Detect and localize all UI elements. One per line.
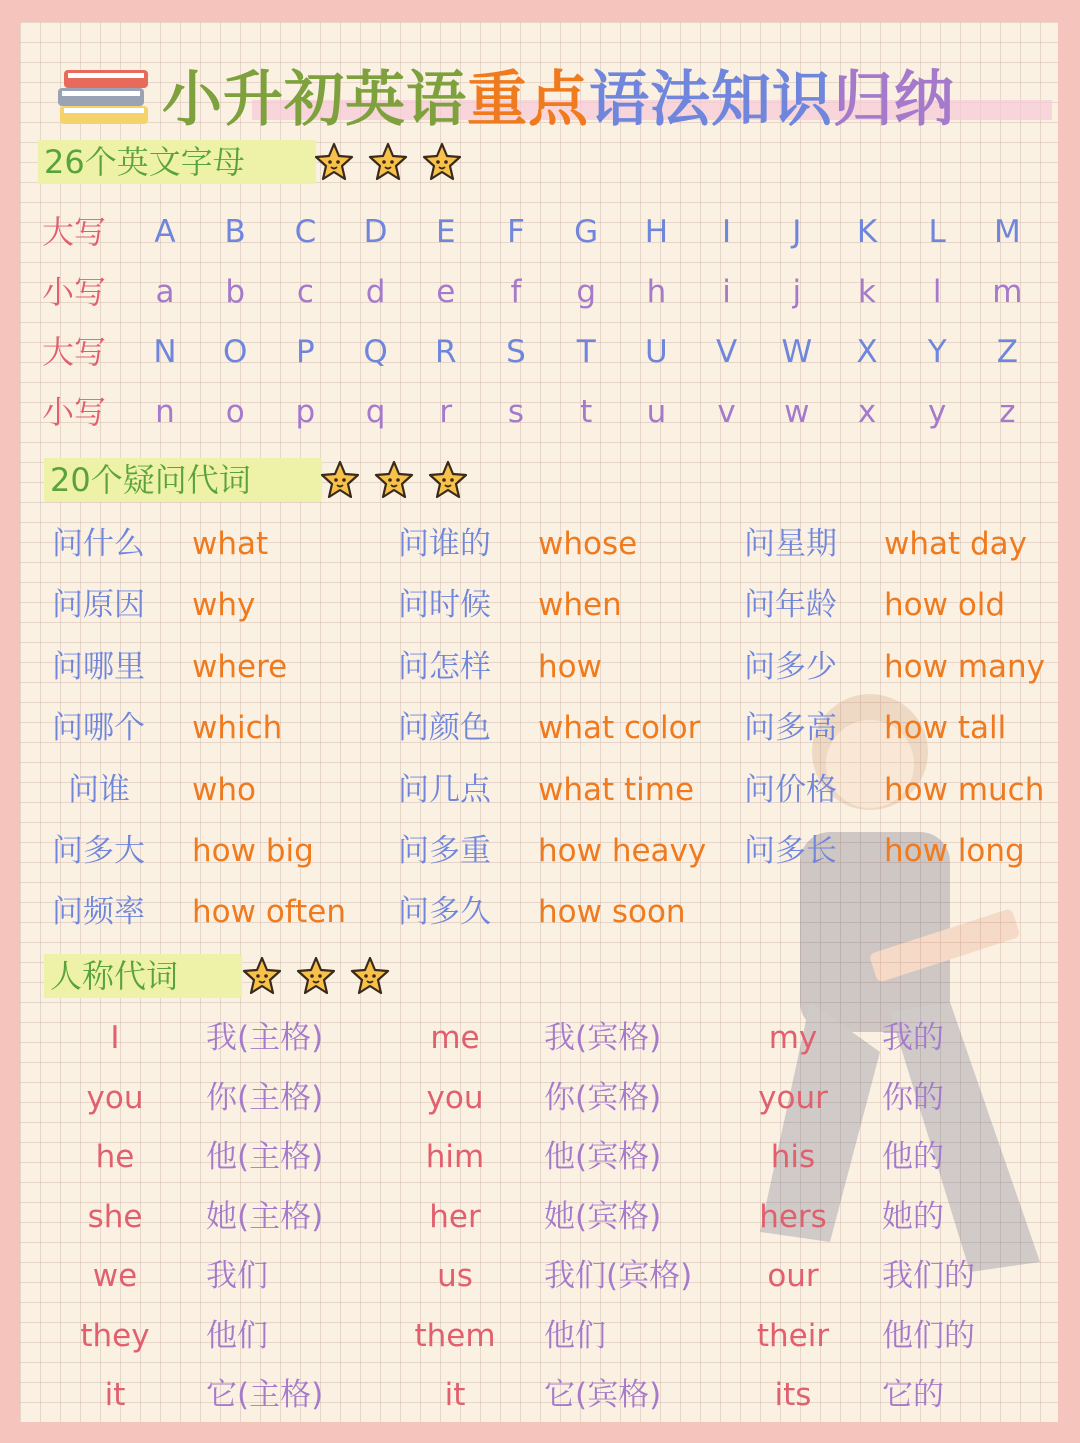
title-part-3: 语法知识 bbox=[589, 65, 833, 135]
question-cn: 问多长 bbox=[744, 833, 837, 869]
letter-cell: n bbox=[155, 394, 175, 430]
pronoun-en: it bbox=[444, 1377, 466, 1413]
pronoun-en: them bbox=[414, 1317, 496, 1354]
pronoun-en: us bbox=[437, 1258, 473, 1294]
letter-cell: v bbox=[717, 394, 736, 430]
pronoun-cn: 他们 bbox=[544, 1317, 606, 1354]
letter-cell: e bbox=[436, 274, 456, 310]
star-icon bbox=[294, 954, 338, 998]
pronoun-cn: 我们 bbox=[206, 1258, 268, 1294]
letter-cell: N bbox=[153, 334, 177, 370]
question-word: who bbox=[192, 771, 256, 808]
question-word: why bbox=[192, 587, 256, 624]
question-cn: 问年龄 bbox=[744, 587, 837, 624]
title-part-4: 归纳 bbox=[833, 65, 955, 135]
pronoun-cn: 他(主格) bbox=[206, 1139, 324, 1175]
question-word: how long bbox=[884, 833, 1025, 869]
questions-heading: 20个疑问代词 bbox=[44, 458, 322, 502]
star-icon bbox=[426, 458, 470, 502]
pronoun-en: she bbox=[87, 1198, 143, 1235]
books-icon bbox=[56, 68, 152, 130]
pronoun-cn: 它(主格) bbox=[206, 1377, 324, 1413]
question-cn: 问哪个 bbox=[52, 710, 145, 747]
question-cn: 问多高 bbox=[744, 710, 837, 747]
question-word: how many bbox=[884, 648, 1046, 685]
question-cn: 问频率 bbox=[52, 894, 145, 931]
pronoun-cn: 他(宾格) bbox=[544, 1139, 662, 1175]
letters-stars bbox=[312, 140, 474, 184]
pronoun-en: we bbox=[92, 1258, 138, 1294]
letter-cell: B bbox=[224, 214, 246, 250]
alphabet-row-label: 小写 bbox=[42, 273, 107, 311]
star-icon bbox=[312, 140, 356, 184]
pronoun-en: I bbox=[110, 1020, 120, 1056]
poster-sheet bbox=[20, 22, 1058, 1422]
pronoun-en: he bbox=[95, 1139, 135, 1175]
letter-cell: m bbox=[992, 274, 1023, 310]
letter-cell: K bbox=[856, 214, 878, 250]
star-icon bbox=[240, 954, 284, 998]
question-cn: 问价格 bbox=[744, 771, 837, 808]
pronoun-en: her bbox=[429, 1198, 481, 1235]
pronouns-heading: 人称代词 bbox=[44, 954, 242, 998]
letter-cell: h bbox=[646, 274, 667, 310]
question-cn: 问多大 bbox=[52, 833, 145, 869]
pronoun-cn: 她的 bbox=[882, 1198, 944, 1235]
pronoun-cn: 它的 bbox=[882, 1377, 944, 1413]
letter-cell: o bbox=[225, 394, 245, 430]
pronoun-cn: 我们(宾格) bbox=[544, 1258, 693, 1294]
letter-cell: r bbox=[439, 394, 453, 430]
letter-cell: H bbox=[644, 214, 669, 250]
pronoun-en: him bbox=[425, 1139, 485, 1175]
alphabet-row-label: 大写 bbox=[42, 333, 107, 371]
alphabet-row-label: 大写 bbox=[42, 213, 107, 251]
letter-cell: a bbox=[155, 274, 175, 310]
pronoun-en: me bbox=[430, 1020, 480, 1056]
title-part-1: 小升初英语 bbox=[162, 65, 467, 135]
pronoun-cn: 你的 bbox=[882, 1079, 944, 1116]
star-icon bbox=[318, 458, 362, 502]
question-word: how soon bbox=[538, 894, 686, 931]
letter-cell: s bbox=[507, 394, 525, 430]
pronouns-stars bbox=[240, 954, 402, 998]
letter-cell: G bbox=[574, 214, 599, 250]
question-cn: 问原因 bbox=[52, 587, 145, 624]
letter-cell: A bbox=[154, 214, 176, 250]
question-word: what time bbox=[538, 771, 695, 808]
question-word: when bbox=[538, 587, 622, 624]
question-cn: 问哪里 bbox=[52, 648, 145, 685]
question-cn: 问星期 bbox=[744, 526, 837, 562]
title-part-2: 重点 bbox=[467, 65, 589, 135]
letter-cell: U bbox=[645, 334, 668, 370]
question-cn: 问多少 bbox=[744, 648, 837, 685]
letter-cell: z bbox=[999, 394, 1016, 430]
question-word: where bbox=[192, 648, 288, 685]
question-cn: 问颜色 bbox=[398, 710, 491, 747]
letter-cell: V bbox=[715, 334, 738, 370]
question-cn: 问时候 bbox=[398, 587, 491, 624]
pronoun-cn: 我们的 bbox=[882, 1258, 975, 1294]
pronoun-cn: 我的 bbox=[882, 1020, 944, 1056]
question-cn: 问几点 bbox=[398, 771, 491, 808]
letter-cell: f bbox=[510, 274, 522, 310]
letter-cell: k bbox=[858, 274, 876, 310]
star-icon bbox=[366, 140, 410, 184]
question-cn: 问谁 bbox=[68, 771, 130, 808]
pronoun-en: their bbox=[756, 1317, 830, 1354]
letter-cell: t bbox=[580, 394, 593, 430]
question-cn: 问怎样 bbox=[398, 648, 491, 685]
alphabet-row-label: 小写 bbox=[42, 393, 107, 431]
question-word: how often bbox=[192, 894, 347, 931]
letter-cell: Q bbox=[363, 334, 388, 370]
question-word: which bbox=[192, 710, 283, 747]
letter-cell: u bbox=[646, 394, 667, 430]
pronoun-en: it bbox=[104, 1377, 126, 1413]
pronoun-cn: 它(宾格) bbox=[544, 1377, 662, 1413]
pronoun-en: my bbox=[768, 1020, 818, 1056]
question-word: how big bbox=[192, 833, 314, 869]
question-cn: 问谁的 bbox=[398, 526, 491, 562]
letter-cell: Z bbox=[996, 334, 1019, 370]
letter-cell: p bbox=[295, 394, 316, 430]
letter-cell: P bbox=[296, 334, 315, 370]
question-word: how much bbox=[884, 771, 1045, 808]
letter-cell: Y bbox=[927, 334, 947, 370]
letter-cell: O bbox=[222, 334, 248, 370]
pronoun-en: they bbox=[80, 1317, 150, 1354]
letter-cell: j bbox=[792, 274, 802, 310]
pronoun-en: his bbox=[770, 1139, 816, 1175]
page-title bbox=[162, 52, 955, 134]
letter-cell: D bbox=[363, 214, 388, 250]
question-word: how bbox=[538, 648, 602, 685]
question-word: what bbox=[192, 526, 269, 562]
letter-cell: E bbox=[436, 214, 456, 250]
letter-cell: g bbox=[576, 274, 597, 310]
star-icon bbox=[348, 954, 392, 998]
pronoun-cn: 我(宾格) bbox=[544, 1020, 662, 1056]
pronoun-en: our bbox=[767, 1258, 819, 1294]
pronoun-cn: 他的 bbox=[882, 1139, 944, 1175]
pronoun-en: its bbox=[774, 1377, 812, 1413]
pronoun-en: you bbox=[426, 1079, 484, 1116]
pronoun-en: your bbox=[758, 1079, 828, 1116]
letter-cell: M bbox=[994, 214, 1021, 250]
letter-cell: F bbox=[507, 214, 525, 250]
letter-cell: w bbox=[784, 394, 810, 430]
letter-cell: i bbox=[722, 274, 731, 310]
pronoun-cn: 他们的 bbox=[882, 1317, 975, 1354]
pronoun-cn: 你(宾格) bbox=[544, 1079, 662, 1116]
question-cn: 问什么 bbox=[52, 526, 145, 562]
letter-cell: L bbox=[928, 214, 946, 250]
letter-cell: R bbox=[435, 334, 457, 370]
questions-stars bbox=[318, 458, 480, 502]
letter-cell: x bbox=[857, 394, 877, 430]
pronoun-cn: 我(主格) bbox=[206, 1020, 324, 1056]
letter-cell: S bbox=[506, 334, 526, 370]
pronoun-en: you bbox=[86, 1079, 144, 1116]
question-word: how heavy bbox=[538, 833, 707, 869]
letter-cell: d bbox=[365, 274, 386, 310]
star-icon bbox=[372, 458, 416, 502]
question-cn: 问多久 bbox=[398, 894, 491, 931]
letter-cell: I bbox=[722, 214, 732, 250]
star-icon bbox=[420, 140, 464, 184]
pronoun-cn: 他们 bbox=[206, 1317, 268, 1354]
letter-cell: q bbox=[365, 394, 386, 430]
pronoun-en: hers bbox=[759, 1198, 827, 1235]
letter-cell: b bbox=[225, 274, 246, 310]
letter-cell: T bbox=[576, 334, 596, 370]
pronoun-cn: 你(主格) bbox=[206, 1079, 324, 1116]
question-word: how old bbox=[884, 587, 1006, 624]
letter-cell: c bbox=[296, 274, 314, 310]
question-word: what color bbox=[538, 710, 701, 747]
letter-cell: y bbox=[928, 394, 947, 430]
letter-cell: J bbox=[792, 214, 802, 250]
pronoun-cn: 她(主格) bbox=[206, 1198, 324, 1235]
letter-cell: W bbox=[781, 334, 813, 370]
letters-heading: 26个英文字母 bbox=[38, 140, 316, 184]
question-word: how tall bbox=[884, 710, 1007, 747]
letter-cell: X bbox=[856, 334, 878, 370]
pronoun-cn: 她(宾格) bbox=[544, 1198, 662, 1235]
question-word: what day bbox=[884, 526, 1028, 562]
question-word: whose bbox=[538, 526, 638, 562]
letter-cell: C bbox=[294, 214, 317, 250]
letter-cell: l bbox=[932, 274, 942, 310]
question-cn: 问多重 bbox=[398, 833, 491, 869]
